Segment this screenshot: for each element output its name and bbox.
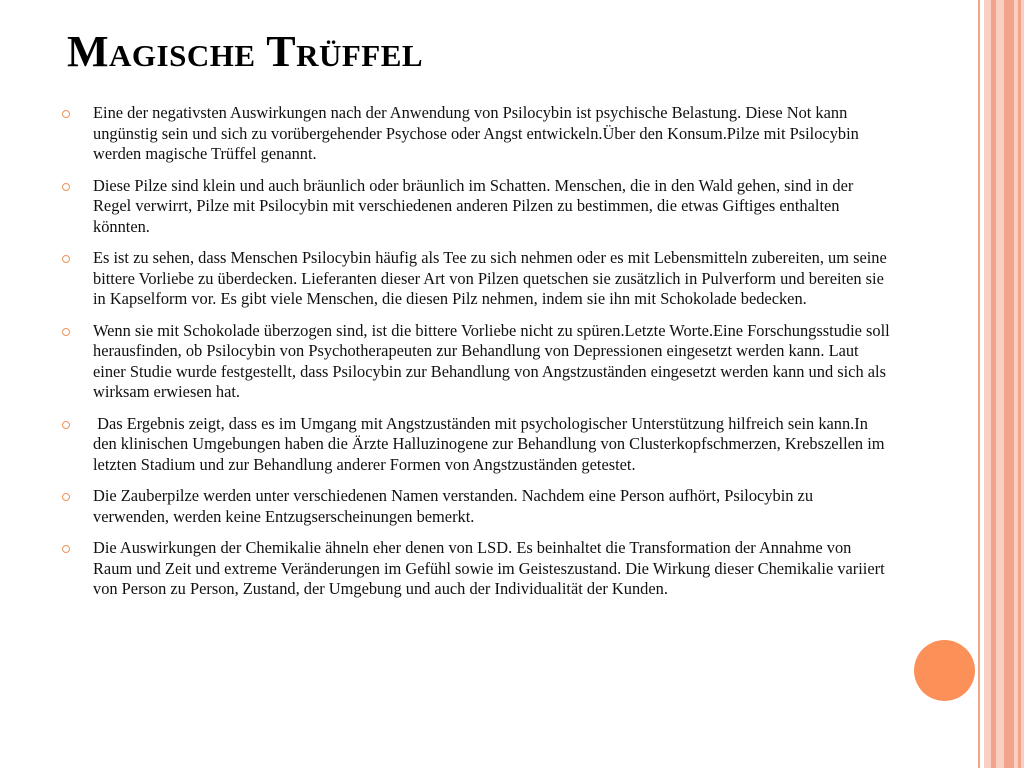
bullet-item (60, 248, 890, 310)
bullet-text: Wenn sie mit Schokolade überzogen sind, ist die bittere Vorliebe nicht zu spüren.Letzte Worte.Eine Forschungsstudie soll herausfinden, ob Psilocybin von Psychotherapeuten zur Behandlung von Depressionen eingesetzt werden kann. Laut einer Studie wurde festgestellt, dass Psilocybin zur Behandlung von Angstzuständen eingesetzt werden kann und sich als wirksam erwiesen hat. (93, 320, 894, 401)
accent-circle-icon (914, 640, 975, 701)
bullet-item (60, 414, 890, 476)
right-border-stripe (978, 0, 980, 768)
bullet-text: Das Ergebnis zeigt, dass es im Umgang mit Angstzuständen mit psychologischer Unterstützung hilfreich sein kann.In den klinischen Umgebungen haben die Ärzte Halluzinogene zur Behandlung von Clusterkopfschmerzen, Krebszellen im letzten Stadium und zur Behandlung anderer Formen von Angstzuständen getestet. (93, 413, 889, 474)
bullet-item (60, 320, 894, 403)
right-border-stripe (991, 0, 996, 768)
right-border-stripe (1004, 0, 1014, 768)
bullet-ring-icon (62, 493, 70, 501)
bullet-ring-icon (62, 255, 70, 263)
bullet-item (60, 486, 890, 527)
bullet-ring-icon (62, 328, 70, 336)
bullet-item (60, 176, 890, 238)
bullet-ring-icon (62, 183, 70, 191)
bullet-item (60, 538, 890, 600)
bullet-text: Eine der negativsten Auswirkungen nach der Anwendung von Psilocybin ist psychische Belastung. Diese Not kann ungünstig sein und sich zu vorübergehender Psychose oder Angst entwickeln.Über den Konsum.Pilze mit Psilocybin werden magische Trüffel genannt. (93, 103, 863, 163)
bullet-text: Diese Pilze sind klein und auch bräunlich oder bräunlich im Schatten. Menschen, die in den Wald gehen, sind in der Regel verwirrt, Pilze mit Psilocybin mit verschiedenen anderen Pilzen zu bestimmen, die etwas Giftiges enthalten könnten. (93, 175, 858, 236)
bullet-ring-icon (62, 110, 70, 118)
bullet-item (60, 103, 890, 165)
bullet-ring-icon (62, 545, 70, 553)
bullet-text: Die Auswirkungen der Chemikalie ähneln eher denen von LSD. Es beinhaltet die Transformation der Annahme von Raum und Zeit und extreme Veränderungen im Gefühl sowie im Geisteszustand. Die Wirkung dieser Chemikalie variiert von Person zu Person, Zustand, der Umgebung und auch der Individualität der Kunden. (93, 538, 889, 598)
bullet-ring-icon (62, 421, 70, 429)
right-border-stripe (1018, 0, 1021, 768)
bullet-list (60, 103, 894, 611)
bullet-text: Die Zauberpilze werden unter verschiedenen Namen verstanden. Nachdem eine Person aufhört, Psilocybin zu verwenden, werden keine Entzugserscheinungen bemerkt. (93, 486, 818, 526)
bullet-text: Es ist zu sehen, dass Menschen Psilocybin häufig als Tee zu sich nehmen oder es mit Lebensmitteln zubereiten, um seine bittere Vorliebe zu überdecken. Lieferanten dieser Art von Pilzen quetschen sie zusätzlich in Pulverform und bereiten sie in Kapselform vor. Es gibt viele Menschen, die diesen Pilz nehmen, indem sie ihn mit Schokolade bedecken. (93, 248, 891, 308)
slide-title: Magische Trüffel (67, 27, 424, 76)
